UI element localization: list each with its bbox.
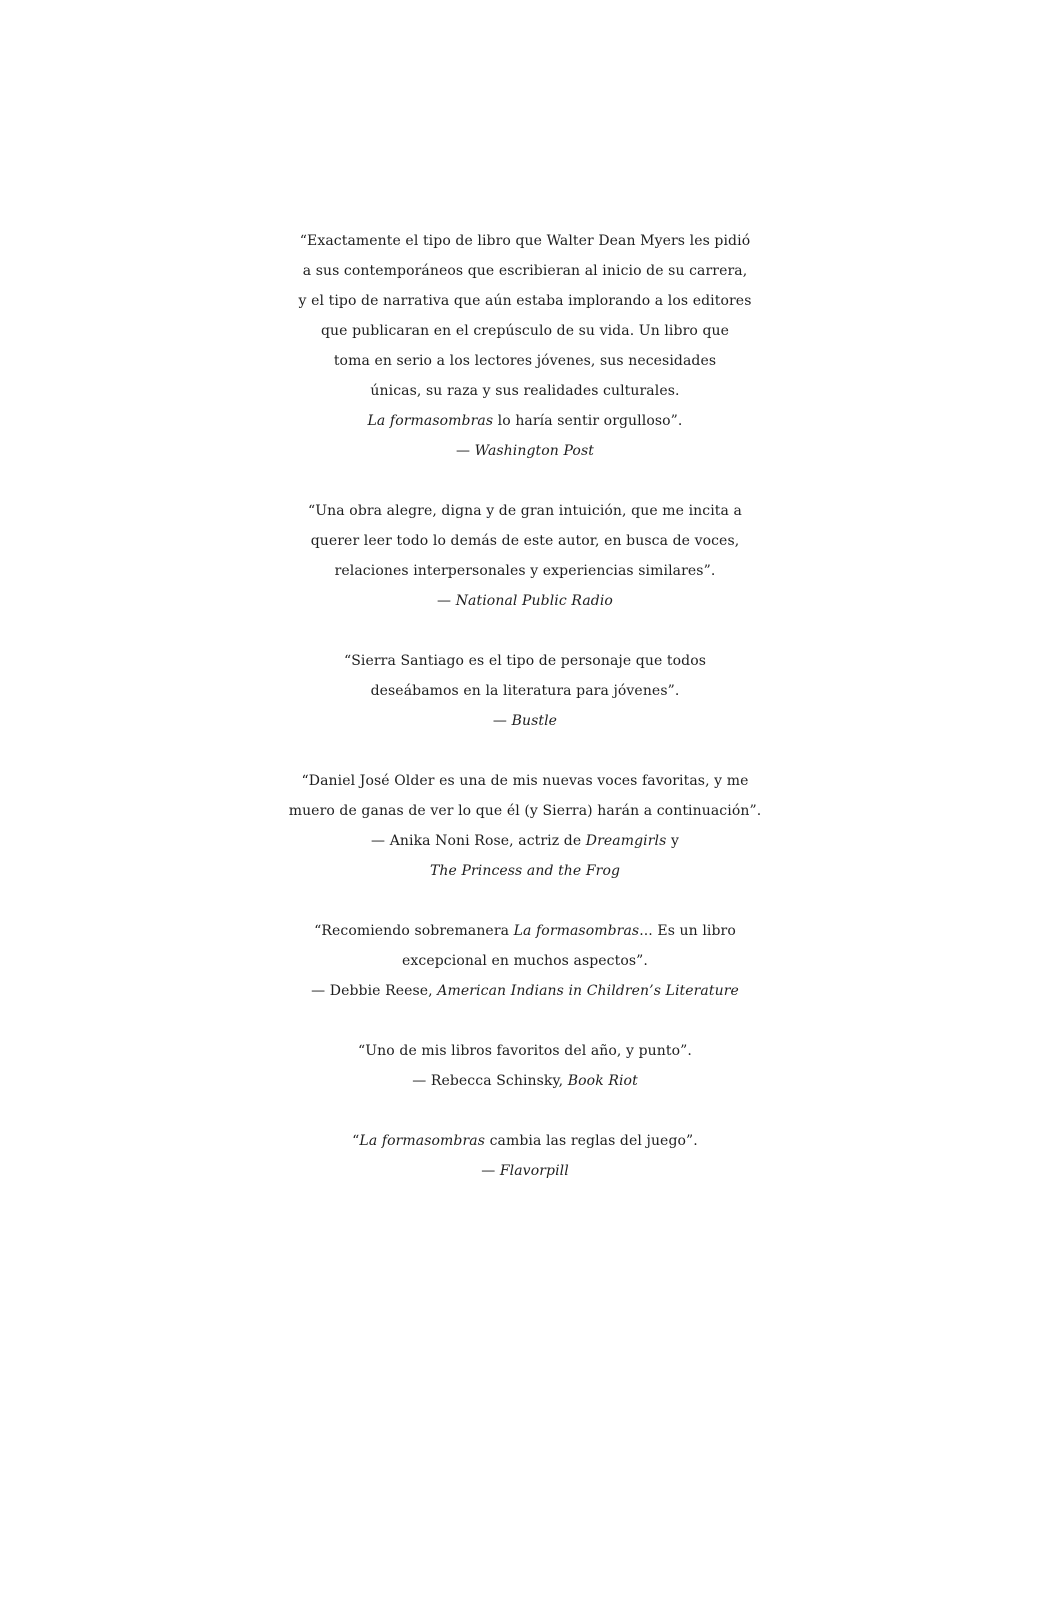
text-run: y el tipo de narrativa que aún estaba implorando a los editores xyxy=(298,293,752,309)
text-run: y xyxy=(666,833,679,849)
blurb-line xyxy=(0,286,1050,316)
text-run: querer leer todo lo demás de este autor, en busca de voces, xyxy=(310,533,740,549)
text-run: “Sierra Santiago es el tipo de personaje que todos xyxy=(343,653,707,669)
blurb-line xyxy=(0,346,1050,376)
blurb-line xyxy=(0,646,1050,676)
blurb-line xyxy=(0,676,1050,706)
praise-page xyxy=(0,226,1050,1186)
italic-text: The Princess and the Frog xyxy=(429,863,621,879)
text-run: “Una obra alegre, digna y de gran intuición, que me incita a xyxy=(308,503,742,519)
italic-text: Bustle xyxy=(511,713,558,729)
text-run: “Uno de mis libros favoritos del año, y punto”. xyxy=(358,1043,692,1059)
blurb-line xyxy=(0,916,1050,946)
text-run: — xyxy=(456,443,475,459)
text-run: — Rebecca Schinsky, xyxy=(412,1073,568,1089)
blurb-line xyxy=(0,316,1050,346)
text-run: ... Es un libro xyxy=(639,923,736,939)
blurb-line xyxy=(0,1156,1050,1186)
text-run: que publicaran en el crepúsculo de su vida. Un libro que xyxy=(320,323,730,339)
text-run: relaciones interpersonales y experiencias similares”. xyxy=(334,563,716,579)
praise-blurb xyxy=(0,496,1050,616)
praise-blurb xyxy=(0,1036,1050,1096)
blurb-line xyxy=(0,526,1050,556)
blurb-line xyxy=(0,1126,1050,1156)
text-run: “Daniel José Older es una de mis nuevas voces favoritas, y me xyxy=(301,773,749,789)
text-run: — Debbie Reese, xyxy=(311,983,438,999)
text-run: muero de ganas de ver lo que él (y Sierra) harán a continuación”. xyxy=(288,803,762,819)
italic-text: National Public Radio xyxy=(455,593,613,609)
text-run: a sus contemporáneos que escribieran al inicio de su carrera, xyxy=(302,263,748,279)
italic-text: Book Riot xyxy=(567,1073,638,1089)
text-run: “ xyxy=(352,1133,360,1149)
text-run: excepcional en muchos aspectos”. xyxy=(402,953,648,969)
blurb-line xyxy=(0,766,1050,796)
praise-blurb xyxy=(0,766,1050,886)
blurb-line xyxy=(0,856,1050,886)
blurb-line xyxy=(0,976,1050,1006)
text-run: “Exactamente el tipo de libro que Walter Dean Myers les pidió xyxy=(299,233,751,249)
text-run: toma en serio a los lectores jóvenes, sus necesidades xyxy=(333,353,717,369)
text-run: — xyxy=(481,1163,500,1179)
text-run: — xyxy=(437,593,456,609)
blurb-line xyxy=(0,796,1050,826)
blurb-line xyxy=(0,496,1050,526)
italic-text: Flavorpill xyxy=(499,1163,569,1179)
text-run: deseábamos en la literatura para jóvenes”. xyxy=(370,683,680,699)
italic-text: La formasombras xyxy=(513,923,640,939)
blurb-line xyxy=(0,1036,1050,1066)
italic-text: American Indians in Children’s Literature xyxy=(437,983,739,999)
text-run: — xyxy=(492,713,512,729)
text-run: lo haría sentir orgulloso”. xyxy=(493,413,683,429)
blurb-line xyxy=(0,406,1050,436)
praise-blurb xyxy=(0,226,1050,466)
blurb-line xyxy=(0,706,1050,736)
blurb-line xyxy=(0,556,1050,586)
italic-text: La formasombras xyxy=(359,1133,486,1149)
text-run: únicas, su raza y sus realidades culturales. xyxy=(370,383,680,399)
italic-text: Dreamgirls xyxy=(585,833,667,849)
praise-blurb xyxy=(0,646,1050,736)
blurb-line xyxy=(0,826,1050,856)
praise-blurb xyxy=(0,916,1050,1006)
italic-text: La formasombras xyxy=(367,413,494,429)
blurb-line xyxy=(0,1066,1050,1096)
blurb-line xyxy=(0,256,1050,286)
italic-text: Washington Post xyxy=(474,443,594,459)
blurb-line xyxy=(0,586,1050,616)
blurb-line xyxy=(0,376,1050,406)
blurb-line xyxy=(0,226,1050,256)
blurb-line xyxy=(0,946,1050,976)
blurb-line xyxy=(0,436,1050,466)
text-run: “Recomiendo sobremanera xyxy=(314,923,514,939)
text-run: — Anika Noni Rose, actriz de xyxy=(371,833,586,849)
praise-blurb xyxy=(0,1126,1050,1186)
text-run: cambia las reglas del juego”. xyxy=(485,1133,698,1149)
